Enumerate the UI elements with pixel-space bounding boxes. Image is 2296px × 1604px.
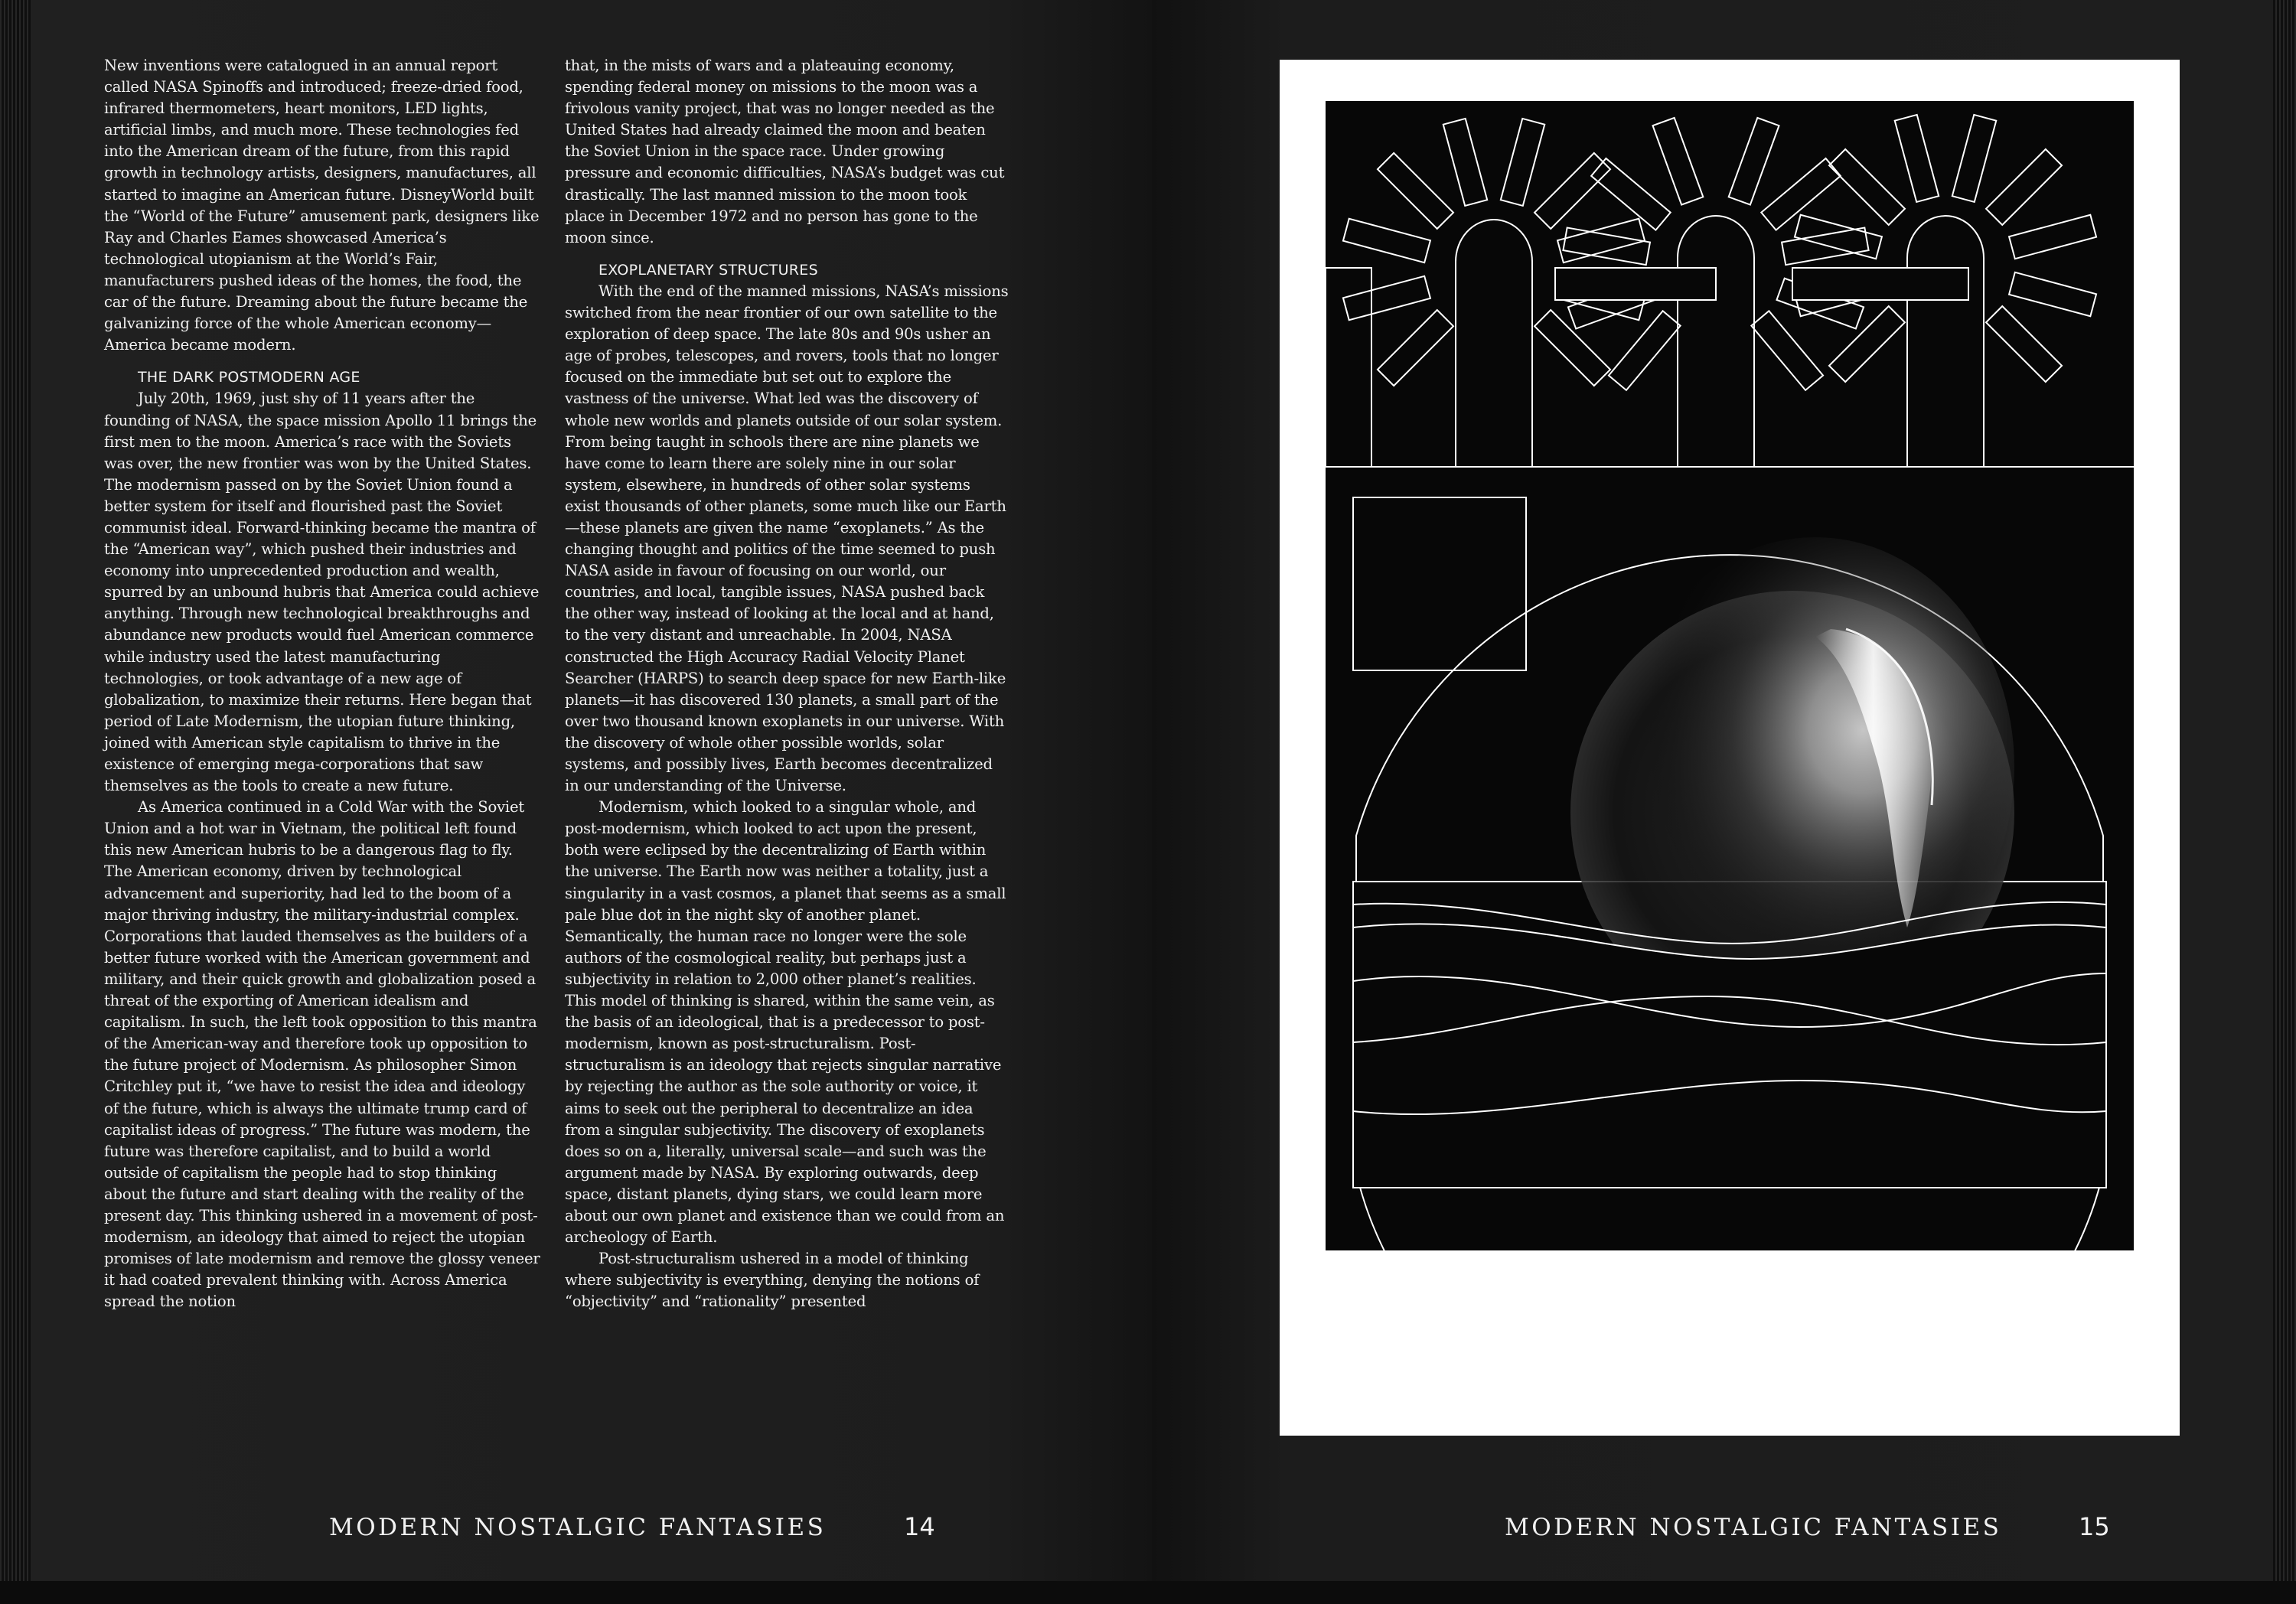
page-number-right: 15 bbox=[2079, 1512, 2110, 1541]
paragraph: Post-structuralism ushered in a model of thinking where subjectivity is everything, denying the notions of “objectivity” and “rationality” presented bbox=[565, 1250, 980, 1311]
paragraph: July 20th, 1969, just shy of 11 years after the founding of NASA, the space mission Apollo 11 brings the first men to the moon. America’s race with the Soviets was over, the new frontier was won by the United States. The modernism passed on by the Soviet Union found a better system for itself and flourished past the Soviet communist ideal. Forward-thinking became the mantra of the “American way”, which pushed their industries and economy into unprecedented production and wealth, spurred by an unbound hubris that America could achieve anything. Through new technological breakthroughs and abundance new products would fuel American commerce while industry used the latest manufacturing technologies, or took advantage of a new age of globalization, to maximize their returns. Here began that period of Late Modernism, the utopian future thinking, joined with American style capitalism to thrive in the existence of emerging mega-corporations that saw themselves as the tools to create a new future. bbox=[104, 390, 540, 795]
text-column-1 bbox=[104, 55, 540, 1312]
page-number-left: 14 bbox=[904, 1512, 935, 1541]
section-heading: EXOPLANETARY STRUCTURES bbox=[598, 261, 818, 279]
page-edge-left bbox=[0, 0, 31, 1581]
paragraph: As America continued in a Cold War with the Soviet Union and a hot war in Vietnam, the political left found this new American hubris to be a dangerous flag to fly. The American economy, driven by technological advancement and superiority, had led to the boom of a major thriving industry, the military-industrial complex. Corporations that lauded themselves as the builders of a better future worked with the American government and military, and their quick growth and globalization posed a threat of the exporting of American idealism and capitalism. In such, the left took opposition to this mantra of the American-way and therefore took up opposition to the future project of Modernism. As philosopher Simon Critchley put it, “we have to resist the idea and ideology of the future, which is always the ultimate trump card of capitalist ideas of progress.” The future was modern, the future was therefore capitalist, and to build a world outside of capitalism the people had to stop thinking about the future and start dealing with the reality of the present day. This thinking ushered in a movement of post-modernism, an ideology that aimed to reject the utopian promises of late modernism and remove the glossy veneer it had coated prevalent thinking with. Across America spread the notion bbox=[104, 798, 540, 1311]
paragraph: With the end of the manned missions, NASA’s missions switched from the near frontier of our own satellite to the exploration of deep space. The late 80s and 90s usher an age of probes, telescopes, and rovers, tools that no longer focused on the immediate but set out to explore the vastness of the universe. What led was the discovery of whole new worlds and planets outside of our solar system. From being taught in schools there are nine planets we have come to learn there are solely nine in our solar system, elsewhere, in hundreds of other solar systems exist thousands of other planets, some much like our Earth—these planets are given the name “exoplanets.” As the changing thought and politics of the time seemed to push NASA aside in favour of focusing on our world, our countries, and local, tangible issues, NASA pushed back the other way, instead of looking at the local and at hand, to the very distant and unreachable. In 2004, NASA constructed the High Accuracy Radial Velocity Planet Searcher (HARPS) to search deep space for new Earth-like planets—it has discovered 130 planets, a small part of the over two thousand known exoplanets in our universe. With the discovery of whole other possible worlds, solar systems, and possibly lives, Earth becomes decentralized in our understanding of the Universe. bbox=[565, 282, 1009, 795]
paragraph: that, in the mists of wars and a plateauing economy, spending federal money on missions to the moon was a frivolous vanity project, that was no longer needed as the United States had already claimed the moon and beaten the Soviet Union in the space race. Under growing pressure and economic difficulties, NASA’s budget was cut drastically. The last manned mission to the moon took place in December 1972 and no person has gone to the moon since. bbox=[565, 57, 1005, 246]
running-title-left: MODERN NOSTALGIC FANTASIES bbox=[329, 1514, 827, 1541]
running-title-right: MODERN NOSTALGIC FANTASIES bbox=[1505, 1514, 2002, 1541]
exoplanet-arch-illustration-icon bbox=[1326, 101, 2134, 1250]
text-column-2 bbox=[565, 55, 1009, 1312]
page-edge-right bbox=[2273, 0, 2296, 1581]
paragraph: Modernism, which looked to a singular whole, and post-modernism, which looked to act upon the present, both were eclipsed by the decentralizing of Earth within the universe. The Earth now was neither a totality, just a singularity in a vast cosmos, a planet that seems as a small pale blue dot in the night sky of another planet. Semantically, the human race no longer were the sole authors of the cosmological reality, but perhaps just a subjectivity in relation to 2,000 other planet’s realities. This model of thinking is shared, within the same vein, as the basis of an ideological, that is a predecessor to post-modernism, known as post-structuralism. Post-structuralism is an ideology that rejects singular narrative by rejecting the author as the sole authority or voice, it aims to seek out the peripheral to decentralize an idea from a singular subjectivity. The discovery of exoplanets does so on a, literally, universal scale—and such was the argument made by NASA. By exploring outwards, deep space, distant planets, dying stars, we could learn more about our own planet and existence than we could from an archeology of Earth. bbox=[565, 798, 1006, 1247]
section-heading: THE DARK POSTMODERN AGE bbox=[138, 369, 360, 386]
paragraph: New inventions were catalogued in an annual report called NASA Spinoffs and introduced; freeze-dried food, infrared thermometers, heart monitors, LED lights, artificial limbs, and much more. These technologies fed into the American dream of the future, from this rapid growth in technology artists, designers, manufactures, all started to imagine an American future. DisneyWorld built the “World of the Future” amusement park, designers like Ray and Charles Eames showcased America’s technological utopianism at the World’s Fair, manufacturers pushed ideas of the homes, the food, the car of the future. Dreaming about the future became the galvanizing force of the whole American economy—America became modern. bbox=[104, 57, 540, 354]
